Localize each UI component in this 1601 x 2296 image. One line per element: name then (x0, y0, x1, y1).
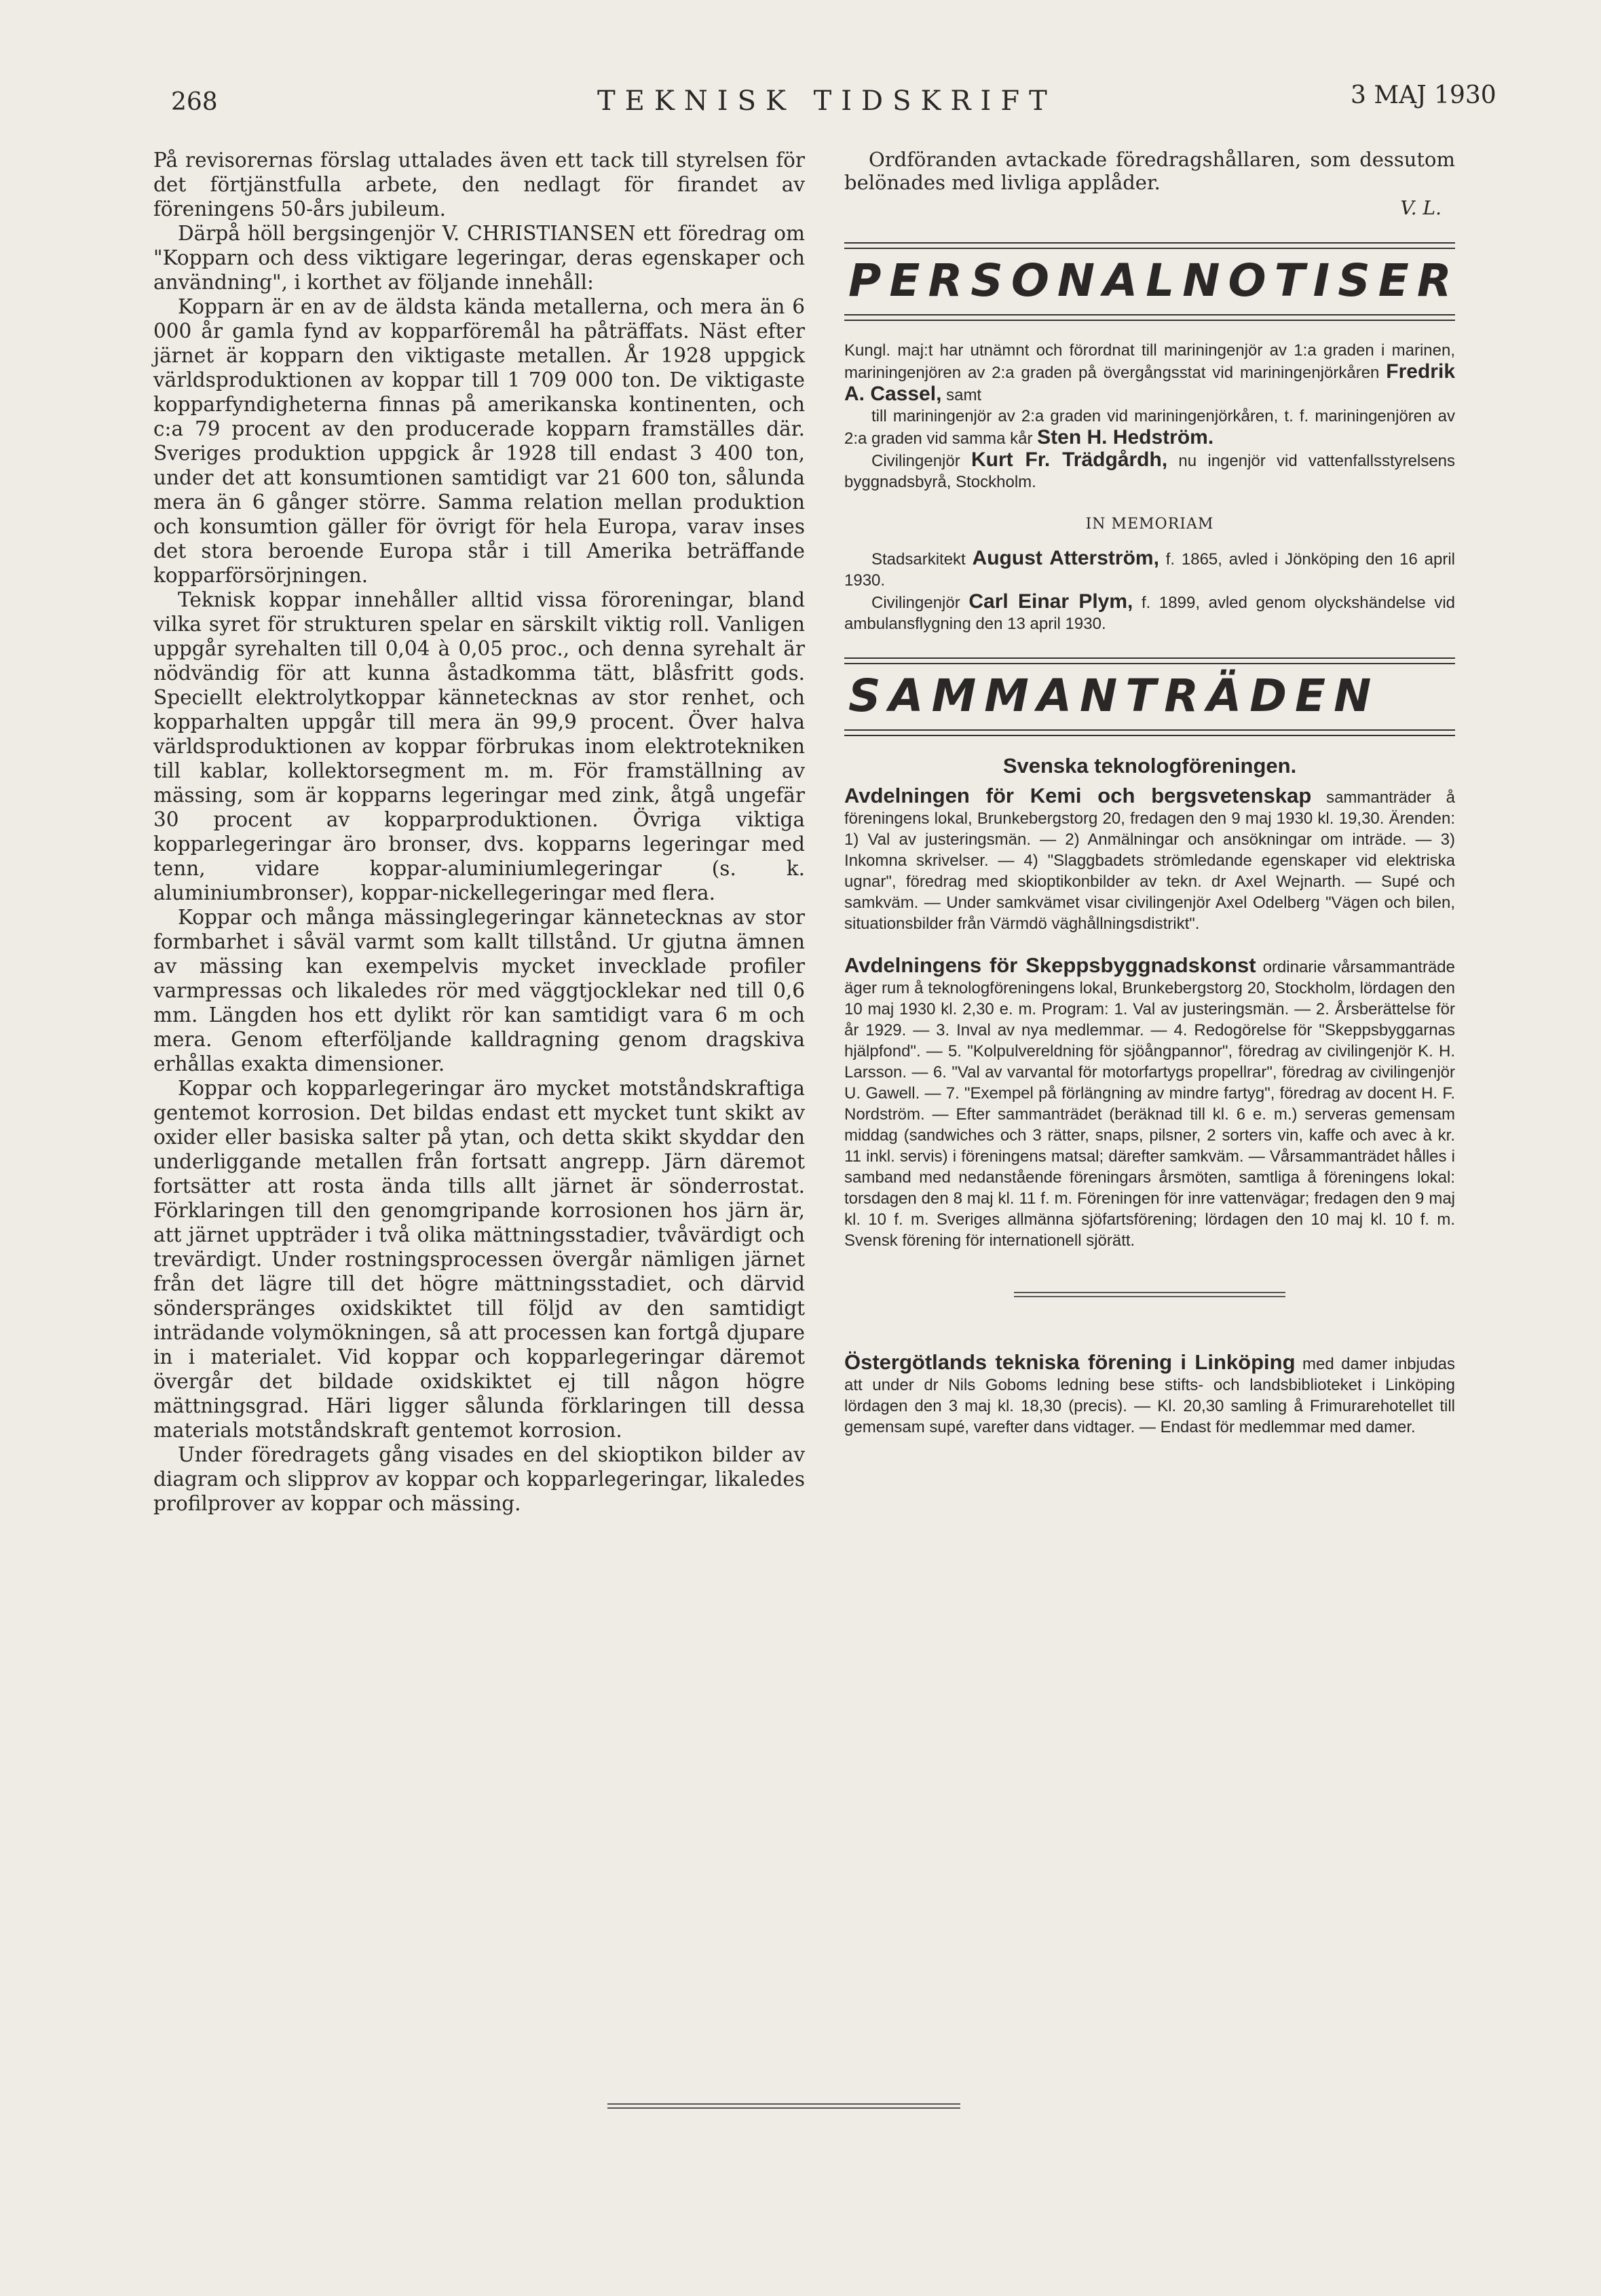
section-rule (844, 242, 1455, 249)
author-signature: V. L. (1400, 197, 1442, 219)
notice-appointment: Kungl. maj:t har utnämnt och förordnat till mariningenjör av 1:a graden i marinen, mariningenjören av 2:a graden på övergångsstat vid mariningenjörkåren Fredrik A. Cassel, samt (844, 341, 1456, 405)
issue-date: 3 MAJ 1930 (1351, 81, 1496, 109)
meeting-text: med damer inbjudas att under dr Nils Goboms ledning bese stifts- och landsbiblioteket i Linköping lördagen den 3 maj kl. 18,30 (precis). — Kl. 20,30 samling å Frimurarehotellet till gemensam supé, varefter dans vidtager. — Endast för medlemmar med damer. (844, 1355, 1456, 1436)
closing-paragraph: Ordföranden avtackade föredragshållaren, som dessutom belönades med livliga applåder. (844, 148, 1455, 194)
sammantraden-section (844, 657, 1455, 1438)
meeting-notice (844, 955, 1455, 1251)
meeting-title: Avdelningens för Skeppsbyggnadskonst (844, 953, 1256, 977)
section-heading: PERSONALNOTISER (848, 254, 1460, 307)
notice-employment: Civilingenjör Kurt Fr. Trädgårdh, nu ingenjör vid vattenfallsstyrelsens byggnadsbyrå, Stockholm. (844, 448, 1456, 491)
memoriam-heading: IN MEMORIAM (1085, 516, 1214, 533)
paragraph: Kopparn är en av de äldsta kända metallerna, och mera än 6 000 år gamla fynd av kopparföremål ha påträffats. Näst efter järnet är kopparn den viktigaste metallen. År 1928 uppgick världsproduktionen av koppar till 1 709 000 ton. De viktigaste kopparfyndigheterna finnas på amerikanska kontinenten, och c:a 79 procent av den producerade kopparn framställes där. Sveriges produktion uppgick år 1928 till endast 3 400 ton, under det att konsumtionen samtidigt var 21 600 ton, sålunda mera än 6 gånger större. Samma relation mellan produktion och konsumtion gäller för övrigt för hela Europa, varav inses det stora beroende Europa står i till Amerika beträffande kopparförsörjningen. (153, 295, 805, 587)
running-head (0, 81, 1601, 122)
personalnotiser-section (844, 242, 1460, 634)
meeting-text: sammanträder å föreningens lokal, Brunkebergstorg 20, fredagen den 9 maj 1930 kl. 19,30. Ärenden: 1) Val av justeringsmän. — 2) Anmälningar och ansökningar om inträde. — 3) Inkomna skrivelser. — 4) "Slaggbadets strömledande egenskaper vid elektriska ugnar", föredrag med skioptikonbilder av tekn. dr Axel Wejnarth. — Supé och samkväm. — Under samkvämet visar civilingenjör Axel Odelberg "Vägen och bilen, situationsbilder från Värmdö väghållningsdistrikt". (844, 788, 1455, 933)
left-column (153, 148, 805, 1516)
divider-rule (1014, 1292, 1285, 1297)
meeting-text: ordinarie vårsammanträde äger rum å teknologföreningens lokal, Brunkebergstorg 20, Stockholm, lördagen den 10 maj 1930 kl. 2,30 e. m. Program: 1. Val av justeringsmän. — 2. Årsberättelse för år 1929. — 3. Inval av nya medlemmar. — 4. Redogörelse för "Skeppsbyggarnas hjälpfond". — 5. "Kolpulvereldning för sjöångpannor", föredrag av civilingenjör K. H. Larsson. — 6. "Val av varvantal för motorfartygs propellrar", föredrag av civilingenjör U. Gawell. — 7. "Exempel på förlängning av mindre fartyg", föredrag av docent H. F. Nordström. — Efter sammanträdet (beräknad till kl. 6 e. m.) serveras gemensam middag (sandwiches och 3 rätter, snaps, pilsner, 2 sorters vin, kaffe och avec à kr. 11 inkl. servis) i föreningens matsal; därefter samkväm. — Vårsammanträdet hålles i samband med nedanstående föreningars årsmöten, samtliga å föreningens lokal: torsdagen den 8 maj kl. 11 f. m. Föreningen för inre vattenvägar; fredagen den 9 maj kl. 10 f. m. Sveriges allmänna sjöfartsförening; lördagen den 10 maj kl. 10 f. m. Svensk förening för internationell sjörätt. (844, 958, 1455, 1250)
section-rule (844, 657, 1455, 664)
meeting-title: Östergötlands tekniska förening i Linköping (844, 1350, 1296, 1374)
paragraph: På revisorernas förslag uttalades även ett tack till styrelsen för det förtjänstfulla arbete, den nedlagt för firandet av föreningens 50-års jubileum. (153, 149, 805, 221)
paragraph: Koppar och kopparlegeringar äro mycket motståndskraftiga gentemot korrosion. Det bildas endast ett mycket tunt skikt av oxider eller basiska salter på ytan, och detta skikt skyddar den underliggande metallen från fortsatt angrepp. Järn däremot fortsätter att rosta ända tills allt järnet är sönderrostat. Förklaringen till den genomgripande korrosionen hos järn är, att järnet uppträder i två olika mättningsstadier, tvåvärdigt och trevärdigt. Under rostningsprocessen övergår nämligen järnet från det lägre till det högre mättningsstadiet, och därvid sönderspränges oxidskiktet till följd av den samtidigt inträdande volymökningen, så att processen kan fortgå djupare in i materialet. Vid koppar och kopparlegeringar däremot övergår det bildade oxidskiktet ej till någon högre mättningsgrad. Häri ligger sålunda förklaringen till dessa materials motståndskraft gentemot korrosion. (153, 1077, 805, 1442)
meeting-notice (844, 785, 1455, 934)
journal-title: TEKNISK TIDSKRIFT (597, 85, 1057, 117)
organization-heading: Svenska teknologföreningen. (1002, 754, 1297, 778)
section-rule (844, 314, 1455, 321)
notice-appointment-2: till mariningenjör av 2:a graden vid mariningenjörkåren, t. f. mariningenjören av 2:a graden vid samma kår Sten H. Hedström. (844, 407, 1455, 448)
paragraph: Koppar och många mässinglegeringar kännetecknas av stor formbarhet i såväl varmt som kallt tillstånd. Ur gjutna ämnen av mässing kan exempelvis mycket invecklade profiler varmpressas och likaledes rör med väggtjocklekar ned till 0,6 mm. Längden hos ett dylikt rör kan samtidigt vara 6 m och mera. Genom efterföljande kalldragning genom dragskiva erhållas exakta dimensioner. (153, 906, 805, 1075)
paragraph: Därpå höll bergsingenjör V. CHRISTIANSEN ett föredrag om "Kopparn och dess viktigare legeringar, deras egenskaper och användning", i korthet av följande innehåll: (153, 222, 805, 294)
paragraph: Teknisk koppar innehåller alltid vissa föroreningar, bland vilka syret för strukturen spelar en särskilt viktig roll. Vanligen uppgår syrehalten till 0,04 à 0,05 proc., och denna syrehalt är nödvändig för att kunna åstadkomma tätt, blåsfritt gods. Speciellt elektrolytkoppar kännetecknas av stor renhet, och kopparhalten uppgår till mera än 99,9 procent. Över halva världsproduktionen av koppar förbrukas inom elektrotekniken till kablar, kollektorsegment m. m. För framställning av mässing, som är kopparns legeringar med zink, åtgå ungefär 30 procent av kopparproduktionen. Övriga viktiga kopparlegeringar äro bronser, dvs. kopparns legeringar med tenn, vidare koppar-aluminiumlegeringar (s. k. aluminiumbronser), koppar-nickellegeringar med flera. (153, 588, 805, 904)
page-end-rule (607, 2103, 960, 2109)
section-heading: SAMMANTRÄDEN (848, 670, 1380, 722)
paragraph: Under föredragets gång visades en del skioptikon bilder av diagram och slipprov av koppar och kopparlegeringar, likaledes profilprover av koppar och mässing. (153, 1443, 805, 1515)
memoriam-entry: Stadsarkitekt August Atterström, f. 1865, avled i Jönköping den 16 april 1930. (844, 547, 1455, 590)
right-column (844, 148, 1460, 1458)
meeting-title: Avdelningen för Kemi och bergsvetenskap (844, 784, 1312, 807)
memoriam-entry: Civilingenjör Carl Einar Plym, f. 1899, avled genom olyckshändelse vid ambulansflygning den 13 april 1930. (844, 590, 1455, 633)
section-rule (844, 729, 1455, 736)
meeting-notice (844, 1352, 1455, 1438)
page-number: 268 (171, 88, 218, 116)
